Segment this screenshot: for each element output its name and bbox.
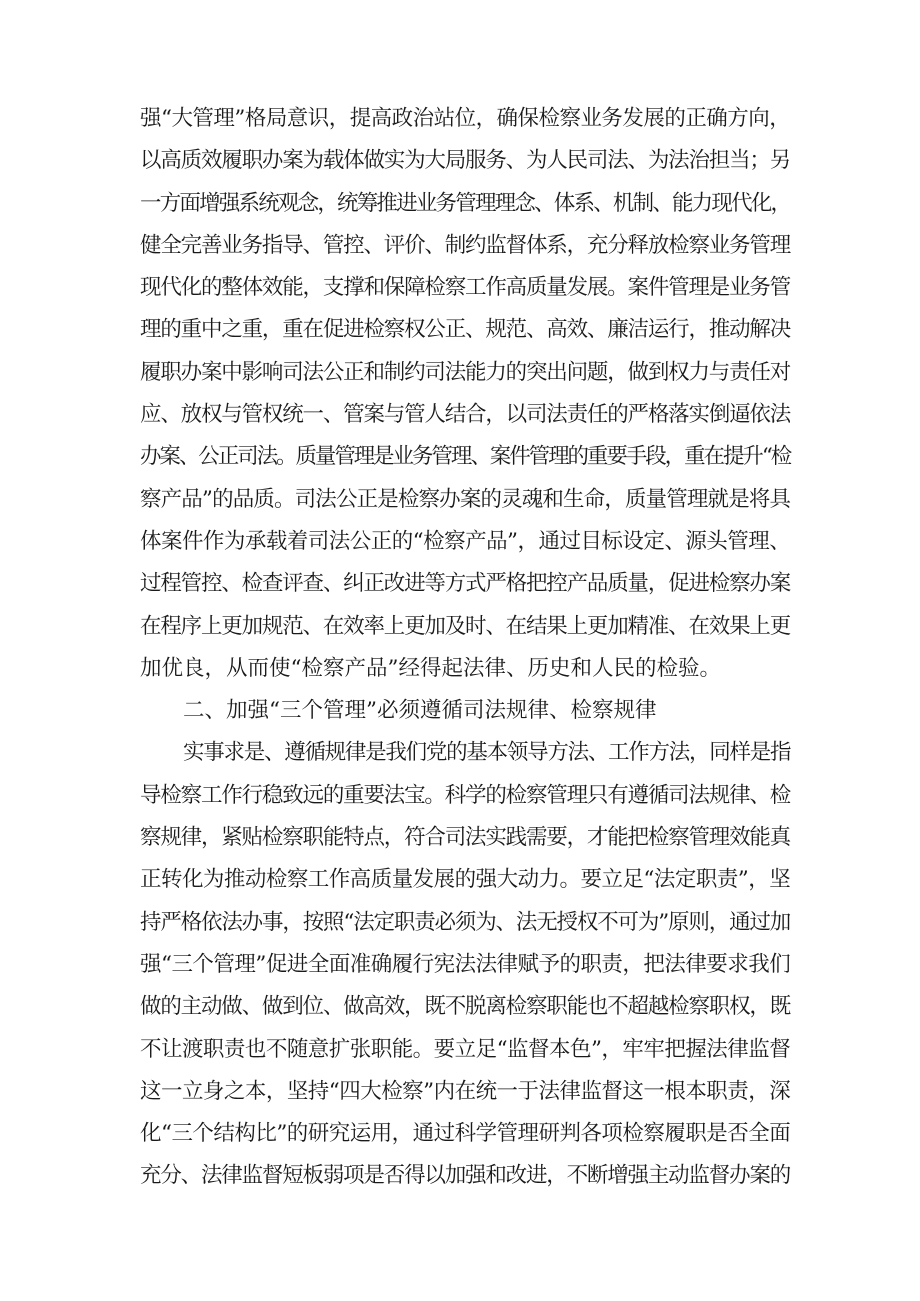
text-line: 正转化为推动检察工作高质量发展的强大动力。要立足“法定职责”，坚	[140, 867, 790, 893]
text-line: 充分、法律监督短板弱项是否得以加强和改进，不断增强主动监督办案的	[140, 1163, 790, 1189]
text-line: 导检察工作行稳致远的重要法宝。科学的检察管理只有遵循司法规律、检	[140, 782, 790, 808]
text-line: 强“三个管理”促进全面准确履行宪法法律赋予的职责，把法律要求我们	[140, 951, 790, 977]
text-line: 健全完善业务指导、管控、评价、制约监督体系，充分释放检察业务管理	[140, 232, 790, 258]
text-line: 化“三个结构比”的研究运用，通过科学管理研判各项检察履职是否全面	[140, 1121, 790, 1147]
text-line: 一方面增强系统观念，统筹推进业务管理理念、体系、机制、能力现代化，	[140, 190, 790, 216]
text-line: 应、放权与管权统一、管案与管人结合，以司法责任的严格落实倒逼依法	[140, 402, 790, 428]
body-text	[140, 98, 790, 1198]
text-line: 现代化的整体效能，支撑和保障检察工作高质量发展。案件管理是业务管	[140, 275, 790, 301]
text-line: 察规律，紧贴检察职能特点，符合司法实践需要，才能把检察管理效能真	[140, 825, 790, 851]
section-heading: 二、加强“三个管理”必须遵循司法规律、检察规律	[183, 698, 657, 724]
text-line: 强“大管理”格局意识，提高政治站位，确保检察业务发展的正确方向，	[140, 106, 790, 131]
text-line: 不让渡职责也不随意扩张职能。要立足“监督本色”，牢牢把握法律监督	[140, 1036, 790, 1062]
text-line: 以高质效履职办案为载体做实为大局服务、为人民司法、为法治担当；另	[140, 148, 790, 174]
text-line: 加优良，从而使“检察产品”经得起法律、历史和人民的检验。	[140, 655, 721, 681]
text-line: 过程管控、检查评查、纠正改进等方式严格把控产品质量，促进检察办案	[140, 571, 790, 597]
text-line: 这一立身之本，坚持“四大检察”内在统一于法律监督这一根本职责，深	[140, 1078, 790, 1104]
text-line: 做的主动做、做到位、做高效，既不脱离检察职能也不超越检察职权，既	[140, 994, 790, 1020]
text-line: 体案件作为承载着司法公正的“检察产品”，通过目标设定、源头管理、	[140, 528, 790, 554]
text-line: 履职办案中影响司法公正和制约司法能力的突出问题，做到权力与责任对	[140, 359, 790, 385]
text-line: 察产品”的品质。司法公正是检察办案的灵魂和生命，质量管理就是将具	[140, 486, 790, 512]
text-line: 办案、公正司法。质量管理是业务管理、案件管理的重要手段，重在提升“检	[140, 444, 790, 470]
text-line: 持严格依法办事，按照“法定职责必须为、法无授权不可为”原则，通过加	[140, 909, 790, 935]
text-line: 实事求是、遵循规律是我们党的基本领导方法、工作方法，同样是指	[183, 740, 790, 766]
text-line: 在程序上更加规范、在效率上更加及时、在结果上更加精准、在效果上更	[140, 613, 790, 639]
text-line: 理的重中之重，重在促进检察权公正、规范、高效、廉洁运行，推动解决	[140, 317, 790, 343]
